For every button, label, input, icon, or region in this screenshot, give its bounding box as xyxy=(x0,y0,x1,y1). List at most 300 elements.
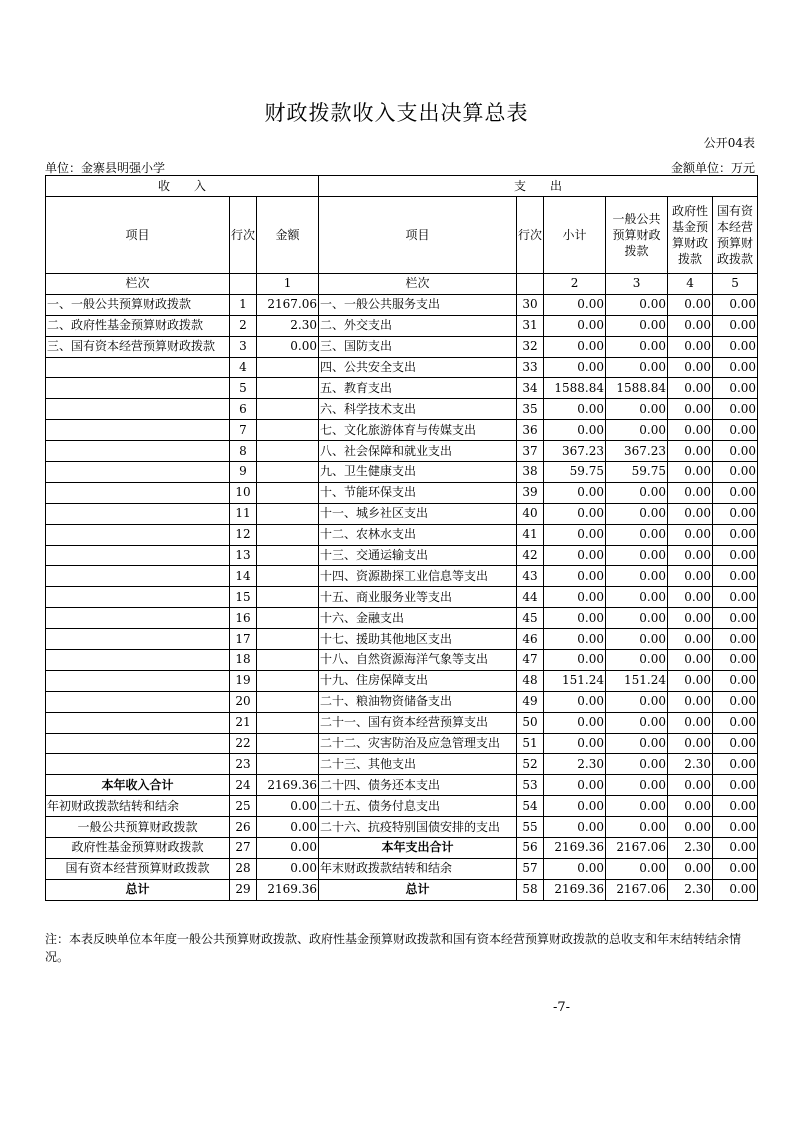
subtotal-cell: 151.24 xyxy=(544,670,606,691)
expense-rowno-cell: 45 xyxy=(517,608,544,629)
general-cell: 0.00 xyxy=(606,357,668,378)
expense-rowno-cell: 36 xyxy=(517,420,544,441)
fund-cell: 0.00 xyxy=(668,503,713,524)
income-rowno-cell: 10 xyxy=(230,482,257,503)
fund-cell: 0.00 xyxy=(668,315,713,336)
income-amount-cell xyxy=(257,670,319,691)
table-row xyxy=(46,754,758,775)
subtotal-cell: 0.00 xyxy=(544,629,606,650)
income-amount-cell xyxy=(257,503,319,524)
general-header: 一般公共预算财政拨款 xyxy=(606,197,668,274)
general-cell: 2167.06 xyxy=(606,838,668,859)
fund-cell: 0.00 xyxy=(668,733,713,754)
general-cell: 0.00 xyxy=(606,858,668,879)
fund-cell: 2.30 xyxy=(668,879,713,900)
general-cell: 0.00 xyxy=(606,650,668,671)
expense-rowno-cell: 35 xyxy=(517,399,544,420)
expense-rowno-cell: 32 xyxy=(517,336,544,357)
expense-item-cell: 八、社会保障和就业支出 xyxy=(319,441,517,462)
income-rowno-cell: 27 xyxy=(230,838,257,859)
fund-cell: 0.00 xyxy=(668,670,713,691)
income-rowno-cell: 19 xyxy=(230,670,257,691)
soe-cell: 0.00 xyxy=(713,420,758,441)
soe-cell: 0.00 xyxy=(713,336,758,357)
expense-rowno-cell: 49 xyxy=(517,691,544,712)
expense-rowno-header: 行次 xyxy=(517,197,544,274)
soe-cell: 0.00 xyxy=(713,545,758,566)
general-cell: 0.00 xyxy=(606,775,668,796)
expense-item-cell: 十七、援助其他地区支出 xyxy=(319,629,517,650)
income-rowno-cell: 21 xyxy=(230,712,257,733)
table-row xyxy=(46,608,758,629)
income-rowno-cell: 14 xyxy=(230,566,257,587)
subtotal-cell: 0.00 xyxy=(544,336,606,357)
income-amount-cell xyxy=(257,608,319,629)
soe-cell: 0.00 xyxy=(713,524,758,545)
income-amount-cell: 0.00 xyxy=(257,336,319,357)
expense-item-cell: 二、外交支出 xyxy=(319,315,517,336)
subtotal-cell: 0.00 xyxy=(544,775,606,796)
income-rowno-cell: 4 xyxy=(230,357,257,378)
expense-item-cell: 十二、农林水支出 xyxy=(319,524,517,545)
expense-rowno-cell: 53 xyxy=(517,775,544,796)
income-item-cell xyxy=(46,566,230,587)
fund-cell: 0.00 xyxy=(668,545,713,566)
fund-cell: 0.00 xyxy=(668,587,713,608)
soe-cell: 0.00 xyxy=(713,879,758,900)
income-item-cell: 总计 xyxy=(46,879,230,900)
expense-rowno-cell: 34 xyxy=(517,378,544,399)
general-cell: 0.00 xyxy=(606,566,668,587)
expense-item-cell: 四、公共安全支出 xyxy=(319,357,517,378)
income-amount-cell xyxy=(257,566,319,587)
general-cell: 0.00 xyxy=(606,503,668,524)
expense-item-cell: 二十六、抗疫特别国债安排的支出 xyxy=(319,817,517,838)
income-amount-cell xyxy=(257,441,319,462)
expense-rowno-cell: 39 xyxy=(517,482,544,503)
income-amount-header: 金额 xyxy=(257,197,319,274)
table-row xyxy=(46,587,758,608)
col-blank xyxy=(230,274,257,295)
table-row xyxy=(46,650,758,671)
fund-cell: 0.00 xyxy=(668,858,713,879)
expense-item-cell: 总计 xyxy=(319,879,517,900)
table-row xyxy=(46,691,758,712)
expense-item-header: 项目 xyxy=(319,197,517,274)
soe-cell: 0.00 xyxy=(713,858,758,879)
income-amount-cell: 2167.06 xyxy=(257,294,319,315)
income-amount-cell xyxy=(257,733,319,754)
expense-item-cell: 十四、资源勘探工业信息等支出 xyxy=(319,566,517,587)
expense-rowno-cell: 51 xyxy=(517,733,544,754)
general-cell: 0.00 xyxy=(606,629,668,650)
general-cell: 0.00 xyxy=(606,315,668,336)
income-item-cell xyxy=(46,482,230,503)
subtotal-cell: 0.00 xyxy=(544,524,606,545)
fund-cell: 0.00 xyxy=(668,796,713,817)
expense-rowno-cell: 33 xyxy=(517,357,544,378)
soe-cell: 0.00 xyxy=(713,482,758,503)
fund-cell: 0.00 xyxy=(668,420,713,441)
col-4: 4 xyxy=(668,274,713,295)
table-body xyxy=(46,294,758,900)
soe-cell: 0.00 xyxy=(713,838,758,859)
col-1: 1 xyxy=(257,274,319,295)
income-amount-cell xyxy=(257,462,319,483)
income-item-cell xyxy=(46,357,230,378)
subtotal-cell: 0.00 xyxy=(544,712,606,733)
soe-cell: 0.00 xyxy=(713,441,758,462)
income-item-cell: 二、政府性基金预算财政拨款 xyxy=(46,315,230,336)
income-amount-cell xyxy=(257,754,319,775)
fund-cell: 0.00 xyxy=(668,336,713,357)
income-item-cell xyxy=(46,399,230,420)
expense-rowno-cell: 30 xyxy=(517,294,544,315)
fund-cell: 0.00 xyxy=(668,294,713,315)
subtotal-cell: 0.00 xyxy=(544,796,606,817)
income-amount-cell: 2.30 xyxy=(257,315,319,336)
fund-cell: 0.00 xyxy=(668,608,713,629)
income-amount-cell xyxy=(257,712,319,733)
expense-item-cell: 本年支出合计 xyxy=(319,838,517,859)
expense-rowno-cell: 55 xyxy=(517,817,544,838)
expense-rowno-cell: 44 xyxy=(517,587,544,608)
fund-cell: 0.00 xyxy=(668,629,713,650)
soe-cell: 0.00 xyxy=(713,775,758,796)
expense-rowno-cell: 48 xyxy=(517,670,544,691)
income-amount-cell xyxy=(257,691,319,712)
soe-cell: 0.00 xyxy=(713,629,758,650)
income-rowno-cell: 1 xyxy=(230,294,257,315)
table-row xyxy=(46,670,758,691)
table-row xyxy=(46,775,758,796)
fund-cell: 0.00 xyxy=(668,650,713,671)
col-blank xyxy=(517,274,544,295)
subtotal-cell: 59.75 xyxy=(544,462,606,483)
income-amount-cell xyxy=(257,357,319,378)
fund-cell: 2.30 xyxy=(668,754,713,775)
fund-cell: 0.00 xyxy=(668,378,713,399)
expense-header: 支 出 xyxy=(319,176,758,197)
income-rowno-cell: 7 xyxy=(230,420,257,441)
soe-cell: 0.00 xyxy=(713,378,758,399)
expense-item-cell: 三、国防支出 xyxy=(319,336,517,357)
expense-rowno-cell: 47 xyxy=(517,650,544,671)
expense-item-cell: 二十四、债务还本支出 xyxy=(319,775,517,796)
general-cell: 151.24 xyxy=(606,670,668,691)
income-item-cell xyxy=(46,670,230,691)
table-row xyxy=(46,441,758,462)
subtotal-cell: 0.00 xyxy=(544,420,606,441)
income-rowno-cell: 3 xyxy=(230,336,257,357)
expense-rowno-cell: 57 xyxy=(517,858,544,879)
income-header: 收 入 xyxy=(46,176,319,197)
income-rowno-cell: 12 xyxy=(230,524,257,545)
general-cell: 0.00 xyxy=(606,733,668,754)
general-cell: 0.00 xyxy=(606,545,668,566)
soe-cell: 0.00 xyxy=(713,294,758,315)
income-item-cell xyxy=(46,629,230,650)
income-rowno-cell: 26 xyxy=(230,817,257,838)
income-amount-cell xyxy=(257,629,319,650)
expense-item-cell: 六、科学技术支出 xyxy=(319,399,517,420)
income-amount-cell: 0.00 xyxy=(257,838,319,859)
subtotal-cell: 2169.36 xyxy=(544,838,606,859)
subtotal-cell: 0.00 xyxy=(544,503,606,524)
subtotal-cell: 0.00 xyxy=(544,608,606,629)
table-row xyxy=(46,838,758,859)
soe-cell: 0.00 xyxy=(713,650,758,671)
subtotal-cell: 0.00 xyxy=(544,587,606,608)
subtotal-cell: 0.00 xyxy=(544,650,606,671)
table-row xyxy=(46,566,758,587)
expense-rowno-cell: 54 xyxy=(517,796,544,817)
expense-item-cell: 十八、自然资源海洋气象等支出 xyxy=(319,650,517,671)
soe-cell: 0.00 xyxy=(713,566,758,587)
table-row xyxy=(46,378,758,399)
income-rowno-cell: 13 xyxy=(230,545,257,566)
income-amount-cell xyxy=(257,587,319,608)
income-rowno-cell: 9 xyxy=(230,462,257,483)
subtotal-cell: 0.00 xyxy=(544,817,606,838)
income-item-cell xyxy=(46,650,230,671)
table-row xyxy=(46,629,758,650)
soe-cell: 0.00 xyxy=(713,670,758,691)
expense-item-cell: 五、教育支出 xyxy=(319,378,517,399)
expense-item-cell: 二十、粮油物资储备支出 xyxy=(319,691,517,712)
table-row xyxy=(46,294,758,315)
soe-cell: 0.00 xyxy=(713,733,758,754)
income-rowno-cell: 20 xyxy=(230,691,257,712)
expense-rowno-cell: 43 xyxy=(517,566,544,587)
fund-cell: 0.00 xyxy=(668,399,713,420)
col-label: 栏次 xyxy=(46,274,230,295)
soe-cell: 0.00 xyxy=(713,399,758,420)
expense-item-cell: 二十五、债务付息支出 xyxy=(319,796,517,817)
subtotal-cell: 367.23 xyxy=(544,441,606,462)
general-cell: 0.00 xyxy=(606,796,668,817)
income-rowno-cell: 16 xyxy=(230,608,257,629)
table-row xyxy=(46,733,758,754)
col-label: 栏次 xyxy=(319,274,517,295)
income-rowno-cell: 18 xyxy=(230,650,257,671)
income-rowno-cell: 29 xyxy=(230,879,257,900)
unit-label: 单位：金寨县明强小学 xyxy=(45,161,166,175)
table-row xyxy=(46,817,758,838)
expense-item-cell: 七、文化旅游体育与传媒支出 xyxy=(319,420,517,441)
budget-table xyxy=(45,175,758,901)
table-row xyxy=(46,524,758,545)
general-cell: 0.00 xyxy=(606,524,668,545)
soe-cell: 0.00 xyxy=(713,503,758,524)
income-item-cell xyxy=(46,524,230,545)
fund-cell: 2.30 xyxy=(668,838,713,859)
fund-cell: 0.00 xyxy=(668,775,713,796)
soe-cell: 0.00 xyxy=(713,712,758,733)
income-rowno-cell: 28 xyxy=(230,858,257,879)
subtotal-cell: 0.00 xyxy=(544,691,606,712)
income-item-cell xyxy=(46,712,230,733)
income-amount-cell xyxy=(257,482,319,503)
income-rowno-cell: 23 xyxy=(230,754,257,775)
expense-rowno-cell: 52 xyxy=(517,754,544,775)
income-item-cell xyxy=(46,420,230,441)
subtotal-cell: 0.00 xyxy=(544,294,606,315)
income-rowno-cell: 5 xyxy=(230,378,257,399)
table-row xyxy=(46,357,758,378)
general-cell: 0.00 xyxy=(606,336,668,357)
subtotal-cell: 2.30 xyxy=(544,754,606,775)
expense-item-cell: 一、一般公共服务支出 xyxy=(319,294,517,315)
expense-item-cell: 十五、商业服务业等支出 xyxy=(319,587,517,608)
table-row xyxy=(46,796,758,817)
general-cell: 0.00 xyxy=(606,482,668,503)
fund-cell: 0.00 xyxy=(668,357,713,378)
general-cell: 0.00 xyxy=(606,608,668,629)
col-2: 2 xyxy=(544,274,606,295)
fund-cell: 0.00 xyxy=(668,691,713,712)
income-item-cell xyxy=(46,587,230,608)
page-number: -7- xyxy=(552,1000,571,1015)
income-rowno-header: 行次 xyxy=(230,197,257,274)
income-item-cell xyxy=(46,545,230,566)
income-amount-cell xyxy=(257,378,319,399)
income-amount-cell: 0.00 xyxy=(257,796,319,817)
expense-item-cell: 十三、交通运输支出 xyxy=(319,545,517,566)
general-cell: 0.00 xyxy=(606,399,668,420)
expense-item-cell: 十六、金融支出 xyxy=(319,608,517,629)
income-amount-cell xyxy=(257,524,319,545)
income-rowno-cell: 6 xyxy=(230,399,257,420)
table-row xyxy=(46,879,758,900)
table-row xyxy=(46,336,758,357)
soe-cell: 0.00 xyxy=(713,357,758,378)
general-cell: 0.00 xyxy=(606,712,668,733)
income-item-cell xyxy=(46,378,230,399)
general-cell: 0.00 xyxy=(606,294,668,315)
col-5: 5 xyxy=(713,274,758,295)
general-cell: 2167.06 xyxy=(606,879,668,900)
subtotal-cell: 0.00 xyxy=(544,315,606,336)
income-amount-cell xyxy=(257,420,319,441)
expense-item-cell: 十、节能环保支出 xyxy=(319,482,517,503)
general-cell: 59.75 xyxy=(606,462,668,483)
soe-header: 国有资本经营预算财政拨款 xyxy=(713,197,758,274)
income-item-cell: 一般公共预算财政拨款 xyxy=(46,817,230,838)
income-rowno-cell: 17 xyxy=(230,629,257,650)
expense-rowno-cell: 41 xyxy=(517,524,544,545)
table-row xyxy=(46,420,758,441)
table-row xyxy=(46,315,758,336)
expense-item-cell: 二十二、灾害防治及应急管理支出 xyxy=(319,733,517,754)
fund-cell: 0.00 xyxy=(668,817,713,838)
income-item-cell xyxy=(46,754,230,775)
col-3: 3 xyxy=(606,274,668,295)
soe-cell: 0.00 xyxy=(713,754,758,775)
table-row xyxy=(46,858,758,879)
soe-cell: 0.00 xyxy=(713,691,758,712)
general-cell: 0.00 xyxy=(606,587,668,608)
table-row xyxy=(46,503,758,524)
expense-rowno-cell: 42 xyxy=(517,545,544,566)
expense-item-cell: 十一、城乡社区支出 xyxy=(319,503,517,524)
income-amount-cell: 0.00 xyxy=(257,858,319,879)
expense-rowno-cell: 46 xyxy=(517,629,544,650)
income-item-cell: 政府性基金预算财政拨款 xyxy=(46,838,230,859)
general-cell: 367.23 xyxy=(606,441,668,462)
income-amount-cell: 2169.36 xyxy=(257,775,319,796)
fund-cell: 0.00 xyxy=(668,441,713,462)
fund-cell: 0.00 xyxy=(668,712,713,733)
income-item-cell: 三、国有资本经营预算财政拨款 xyxy=(46,336,230,357)
page-title: 财政拨款收入支出决算总表 xyxy=(264,101,529,125)
income-amount-cell: 0.00 xyxy=(257,817,319,838)
expense-item-cell: 十九、住房保障支出 xyxy=(319,670,517,691)
fund-cell: 0.00 xyxy=(668,462,713,483)
soe-cell: 0.00 xyxy=(713,315,758,336)
subtotal-cell: 0.00 xyxy=(544,399,606,420)
income-item-cell xyxy=(46,691,230,712)
income-item-cell xyxy=(46,441,230,462)
general-cell: 0.00 xyxy=(606,754,668,775)
income-item-cell: 国有资本经营预算财政拨款 xyxy=(46,858,230,879)
money-unit-label: 金额单位：万元 xyxy=(670,161,755,175)
income-item-cell: 一、一般公共预算财政拨款 xyxy=(46,294,230,315)
expense-rowno-cell: 40 xyxy=(517,503,544,524)
subtotal-cell: 0.00 xyxy=(544,733,606,754)
subtotal-cell: 0.00 xyxy=(544,482,606,503)
soe-cell: 0.00 xyxy=(713,587,758,608)
income-item-cell xyxy=(46,608,230,629)
general-cell: 0.00 xyxy=(606,420,668,441)
subtotal-cell: 0.00 xyxy=(544,858,606,879)
expense-rowno-cell: 37 xyxy=(517,441,544,462)
subtotal-cell: 0.00 xyxy=(544,545,606,566)
income-rowno-cell: 22 xyxy=(230,733,257,754)
table-row xyxy=(46,399,758,420)
income-rowno-cell: 25 xyxy=(230,796,257,817)
form-number: 公开04表 xyxy=(703,136,755,150)
income-item-cell: 年初财政拨款结转和结余 xyxy=(46,796,230,817)
soe-cell: 0.00 xyxy=(713,608,758,629)
general-cell: 1588.84 xyxy=(606,378,668,399)
expense-item-cell: 二十一、国有资本经营预算支出 xyxy=(319,712,517,733)
income-rowno-cell: 11 xyxy=(230,503,257,524)
income-item-cell xyxy=(46,462,230,483)
income-amount-cell: 2169.36 xyxy=(257,879,319,900)
subtotal-cell: 1588.84 xyxy=(544,378,606,399)
fund-cell: 0.00 xyxy=(668,482,713,503)
expense-rowno-cell: 56 xyxy=(517,838,544,859)
expense-item-cell: 年末财政拨款结转和结余 xyxy=(319,858,517,879)
expense-rowno-cell: 38 xyxy=(517,462,544,483)
subtotal-cell: 0.00 xyxy=(544,357,606,378)
expense-rowno-cell: 58 xyxy=(517,879,544,900)
income-rowno-cell: 2 xyxy=(230,315,257,336)
income-amount-cell xyxy=(257,650,319,671)
soe-cell: 0.00 xyxy=(713,796,758,817)
fund-cell: 0.00 xyxy=(668,524,713,545)
expense-item-cell: 二十三、其他支出 xyxy=(319,754,517,775)
soe-cell: 0.00 xyxy=(713,817,758,838)
table-row xyxy=(46,462,758,483)
income-amount-cell xyxy=(257,399,319,420)
general-cell: 0.00 xyxy=(606,691,668,712)
subtotal-cell: 0.00 xyxy=(544,566,606,587)
income-rowno-cell: 24 xyxy=(230,775,257,796)
income-amount-cell xyxy=(257,545,319,566)
fund-header: 政府性基金预算财政拨款 xyxy=(668,197,713,274)
